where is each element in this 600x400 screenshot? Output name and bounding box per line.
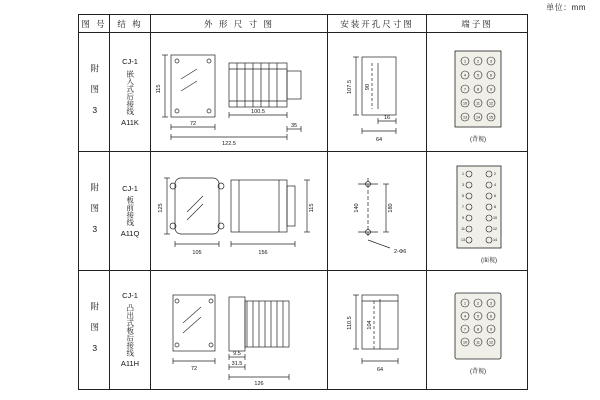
dim-label: 64 [376, 367, 384, 373]
outline-drawing-cell [151, 271, 328, 390]
dim-label: 115 [156, 84, 162, 94]
terminal-label: 15 [489, 115, 493, 120]
terminal-label: 13 [463, 115, 467, 120]
terminal-drawing-1 [427, 33, 527, 151]
struct-type-label: 嵌入式后接线 [125, 69, 135, 115]
row-no-label: 附 图 3 [89, 182, 100, 235]
dim-label: 110.5 [347, 316, 353, 330]
dim-label: 126 [254, 381, 264, 387]
terminal-label: 8 [494, 205, 496, 209]
terminal-label: 12 [489, 340, 493, 345]
terminal-label: 11 [476, 340, 480, 345]
terminal-label: 12 [493, 227, 497, 231]
terminal-label: 1 [462, 172, 464, 176]
terminal-label: 9 [462, 216, 464, 220]
table-row [79, 271, 528, 390]
row-struct-cell [110, 33, 151, 152]
terminal-label: 7 [462, 205, 464, 209]
struct-type-label: 板前接线 [125, 196, 135, 226]
terminal-label: 1 [464, 301, 466, 306]
hole-drawing-2 [328, 152, 426, 270]
spec-table [78, 14, 528, 390]
header-no: 图 号 [79, 15, 110, 33]
outline-drawing-3 [151, 271, 327, 389]
row-no-label: 附 图 3 [89, 301, 100, 354]
terminal-label: 11 [476, 101, 480, 106]
dim-label: 16 [383, 115, 391, 121]
dim-label: 2-Φ6 [394, 249, 407, 255]
dim-label: 140 [354, 203, 360, 213]
row-no-cell [79, 152, 110, 271]
terminal-label: 9 [490, 87, 492, 92]
header-terminal: 端子图 [427, 15, 528, 33]
terminal-label: 13 [461, 238, 465, 242]
struct-code-bottom: A11H [120, 359, 140, 369]
row-no-cell [79, 33, 110, 152]
terminal-caption: (背视) [470, 369, 486, 375]
dim-label: 100.5 [251, 109, 265, 115]
terminal-label: 14 [476, 115, 480, 120]
terminal-label: 6 [490, 73, 492, 78]
unit-note: 单位：mm [546, 3, 586, 12]
header-struct: 结 构 [110, 15, 151, 33]
struct-code-bottom: A11K [121, 117, 139, 127]
struct-code-top: CJ-1 [122, 57, 138, 67]
terminal-label: 4 [464, 73, 466, 78]
terminal-label: 14 [493, 238, 497, 242]
terminal-label: 3 [462, 183, 464, 187]
table-row [79, 152, 528, 271]
outline-drawing-cell [151, 152, 328, 271]
dim-label: 9.5 [233, 351, 241, 357]
terminal-label: 8 [477, 327, 479, 332]
dim-label: 115 [309, 203, 315, 213]
terminal-label: 9 [490, 327, 492, 332]
terminal-label: 6 [490, 314, 492, 319]
row-no-label: 附 图 3 [89, 63, 100, 116]
terminal-label: 7 [464, 87, 466, 92]
header-holes: 安装开孔尺寸图 [328, 15, 427, 33]
row-no-cell [79, 271, 110, 390]
dim-label: 122.5 [222, 141, 236, 147]
dim-label: 156 [258, 250, 268, 256]
struct-code-bottom: A11Q [120, 229, 140, 238]
terminal-drawing-cell [427, 271, 528, 390]
dim-label: 180 [388, 203, 394, 213]
terminal-label: 5 [477, 73, 479, 78]
terminal-label: 1 [464, 59, 466, 64]
terminal-label: 10 [463, 101, 467, 106]
dim-label: 105 [192, 250, 202, 256]
dim-label: 64 [375, 137, 383, 143]
terminal-label: 3 [490, 301, 492, 306]
terminal-label: 10 [463, 340, 467, 345]
header-outline: 外 形 尺 寸 图 [151, 15, 328, 33]
terminal-label: 2 [477, 301, 479, 306]
hole-drawing-1 [328, 33, 426, 151]
terminal-label: 8 [477, 87, 479, 92]
terminal-drawing-cell [427, 33, 528, 152]
hole-drawing-3 [328, 271, 426, 389]
dim-label: 35 [290, 123, 298, 129]
struct-code-top: CJ-1 [122, 183, 138, 193]
terminal-label: 6 [494, 194, 496, 198]
terminal-label: 4 [494, 183, 496, 187]
hole-drawing-cell [328, 271, 427, 390]
dim-label: 107.5 [347, 80, 353, 94]
terminal-label: 12 [489, 101, 493, 106]
hole-drawing-cell [328, 152, 427, 271]
terminal-drawing-3 [427, 271, 527, 389]
terminal-label: 4 [464, 314, 466, 319]
terminal-caption: (背视) [470, 137, 486, 143]
terminal-label: 2 [494, 172, 496, 176]
dim-label: 104 [367, 320, 373, 330]
dim-label: 31.5 [231, 361, 243, 367]
row-struct-cell [110, 271, 151, 390]
terminal-drawing-cell [427, 152, 528, 271]
terminal-label: 10 [493, 216, 497, 220]
terminal-label: 7 [464, 327, 466, 332]
dim-label: 125 [158, 203, 164, 213]
struct-type-label: 凸出式板后接线 [125, 303, 135, 357]
dim-label: 72 [190, 366, 198, 372]
outline-drawing-1 [151, 33, 327, 151]
terminal-caption: (面视) [481, 258, 497, 264]
terminal-label: 3 [490, 59, 492, 64]
terminal-label: 2 [477, 59, 479, 64]
terminal-label: 11 [461, 227, 465, 231]
table-row [79, 33, 528, 152]
table-header-row [79, 15, 528, 33]
row-struct-cell [110, 152, 151, 271]
terminal-drawing-2 [427, 152, 527, 270]
dim-label: 72 [189, 121, 197, 127]
struct-code-top: CJ-1 [122, 291, 138, 301]
hole-drawing-cell [328, 33, 427, 152]
terminal-label: 5 [477, 314, 479, 319]
dim-label: 90 [365, 83, 371, 91]
outline-drawing-cell [151, 33, 328, 152]
outline-drawing-2 [151, 152, 327, 270]
terminal-label: 5 [462, 194, 464, 198]
